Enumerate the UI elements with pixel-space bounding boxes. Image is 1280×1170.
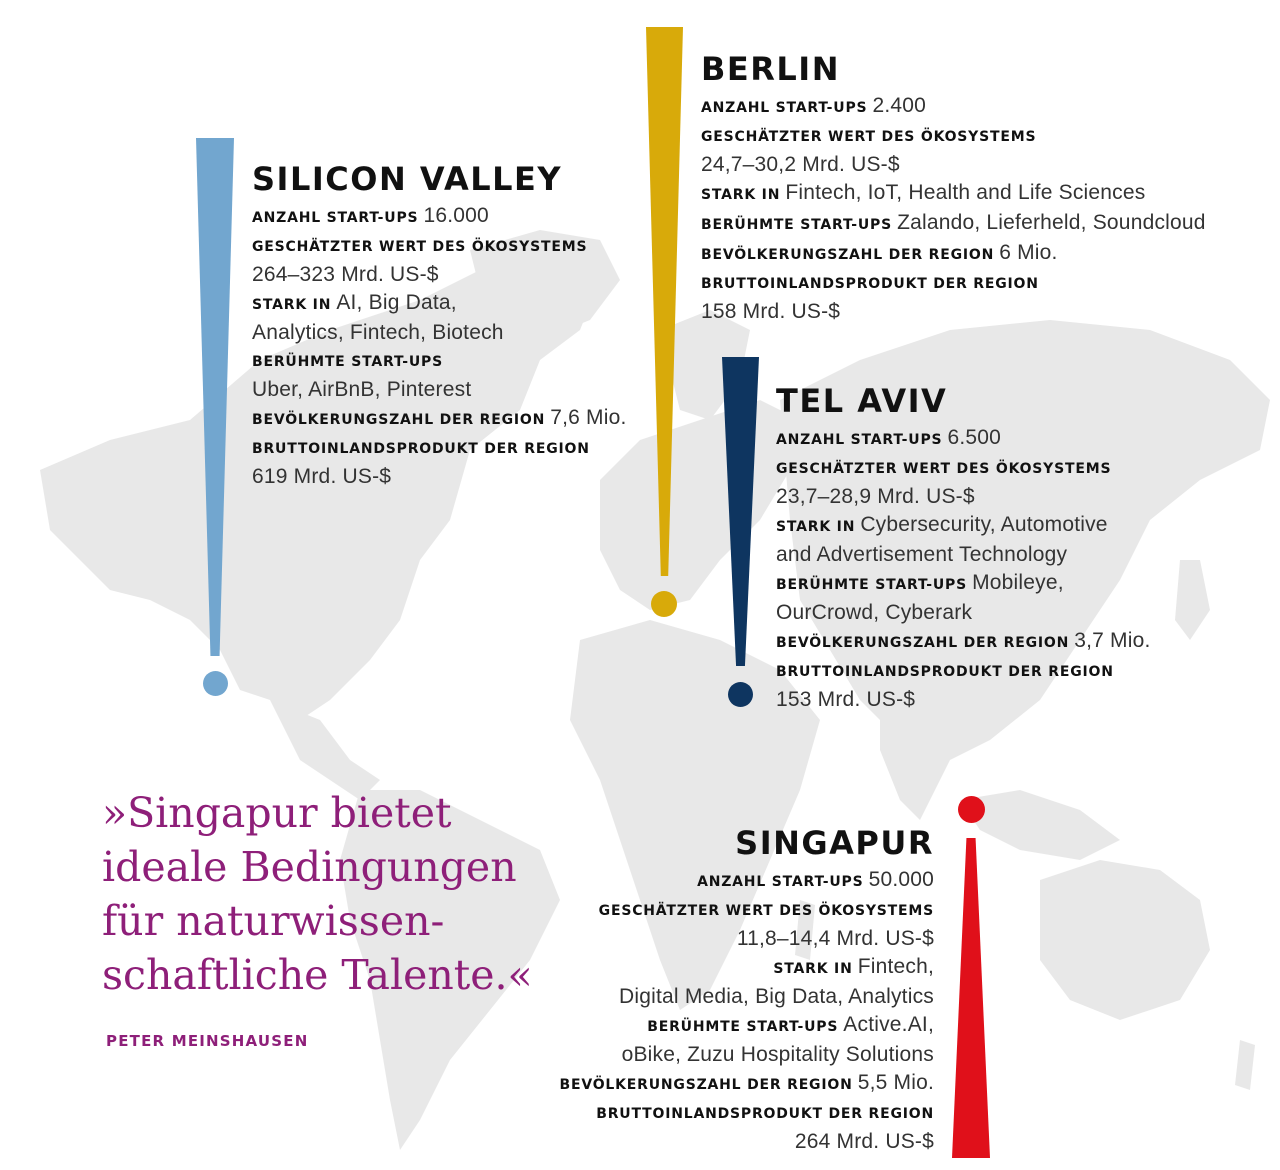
strong-in-value-2: and Advertisement Technology: [776, 543, 1068, 566]
strong-in-value-2: Analytics, Fintech, Biotech: [252, 321, 504, 344]
ecosystem-value-label: GESCHÄTZTER WERT DES ÖKOSYSTEMS: [252, 239, 588, 255]
gdp-value-line: [500, 1128, 934, 1156]
new-zealand-shape: [1235, 1040, 1255, 1090]
quote-line-4: schaftliche Talente.«: [102, 951, 533, 999]
population-label: BEVÖLKERUNGSZAHL DER REGION: [252, 412, 546, 428]
tel-aviv-info: [776, 382, 1256, 714]
central-america-shape: [270, 700, 380, 800]
startups-label: ANZAHL START-UPS: [697, 874, 864, 890]
gdp-value-line: [776, 686, 1256, 714]
famous-startups-value-2: oBike, Zuzu Hospitality Solutions: [621, 1043, 934, 1066]
gdp-label-line: [776, 657, 1256, 686]
strong-in-value: AI, Big Data,: [336, 291, 457, 314]
population-label: BEVÖLKERUNGSZAHL DER REGION: [776, 635, 1070, 651]
population-value: 5,5 Mio.: [857, 1071, 934, 1094]
quote-line-1: »Singapur bietet: [102, 789, 452, 837]
famous-line: [500, 1011, 934, 1041]
famous-line: [701, 209, 1261, 239]
strong-in-value: Fintech,: [857, 955, 934, 978]
famous-startups-label: BERÜHMTE START-UPS: [252, 354, 443, 370]
silicon-valley-info: [252, 160, 672, 491]
startups-label: ANZAHL START-UPS: [776, 432, 943, 448]
city-title: TEL AVIV: [776, 382, 948, 420]
population-line: [776, 627, 1256, 657]
southeast-asia-shape: [960, 790, 1120, 860]
gdp-label: BRUTTOINLANDSPRODUKT DER REGION: [252, 441, 590, 457]
famous-label-line: [252, 347, 672, 376]
gdp-value: 619 Mrd. US-$: [252, 465, 392, 488]
ecosystem-value-line: [776, 483, 1256, 511]
gdp-value: 264 Mrd. US-$: [794, 1130, 934, 1153]
ecosystem-value-label: GESCHÄTZTER WERT DES ÖKOSYSTEMS: [701, 129, 1037, 145]
gdp-label-line: [252, 434, 672, 463]
strong-in-line: [252, 289, 672, 319]
gdp-value: 153 Mrd. US-$: [776, 688, 916, 711]
population-line: [701, 239, 1261, 269]
gdp-value-line: [701, 298, 1261, 326]
strong-in-label: STARK IN: [776, 519, 856, 535]
famous-line-2: [500, 1041, 934, 1069]
australia-shape: [1040, 860, 1210, 1020]
ecosystem-label-line: [776, 454, 1256, 483]
famous-value-line: [252, 376, 672, 404]
famous-startups-label: BERÜHMTE START-UPS: [701, 217, 892, 233]
pull-quote: [102, 786, 582, 1002]
ecosystem-value: 264–323 Mrd. US-$: [252, 263, 439, 286]
gdp-value-line: [252, 463, 672, 491]
strong-in-value: Fintech, IoT, Health and Life Sciences: [785, 181, 1146, 204]
population-value: 7,6 Mio.: [550, 406, 627, 429]
quote-author: PETER MEINSHAUSEN: [106, 1032, 309, 1050]
strong-in-value: Cybersecurity, Automotive: [860, 513, 1108, 536]
famous-startups-value: Mobileye,: [972, 571, 1064, 594]
quote-line-2: ideale Bedingungen: [102, 843, 517, 891]
startups-line: [701, 92, 1261, 122]
famous-startups-value-2: OurCrowd, Cyberark: [776, 601, 973, 624]
tel-aviv-pin-dot: [728, 682, 753, 707]
ecosystem-value-label: GESCHÄTZTER WERT DES ÖKOSYSTEMS: [776, 461, 1112, 477]
population-line: [252, 404, 672, 434]
famous-startups-value: Uber, AirBnB, Pinterest: [252, 378, 472, 401]
startups-label: ANZAHL START-UPS: [252, 210, 419, 226]
berlin-info: [701, 50, 1261, 326]
strong-in-line-2: [252, 319, 672, 347]
strong-in-line: [776, 511, 1256, 541]
ecosystem-value: 24,7–30,2 Mrd. US-$: [701, 153, 900, 176]
population-label: BEVÖLKERUNGSZAHL DER REGION: [559, 1077, 853, 1093]
strong-in-line: [701, 179, 1261, 209]
famous-line-2: [776, 599, 1256, 627]
famous-startups-label: BERÜHMTE START-UPS: [647, 1019, 839, 1035]
silicon-valley-pin-dot: [203, 671, 228, 696]
ecosystem-value-line: [701, 151, 1261, 179]
startups-value: 6.500: [947, 426, 1002, 449]
berlin-pin-dot: [651, 591, 677, 617]
gdp-label-line: [500, 1099, 934, 1128]
ecosystem-label-line: [252, 232, 672, 261]
gdp-label-line: [701, 269, 1261, 298]
strong-in-label: STARK IN: [252, 297, 332, 313]
startups-line: [252, 202, 672, 232]
ecosystem-value: 11,8–14,4 Mrd. US-$: [736, 927, 934, 950]
population-line: [500, 1069, 934, 1099]
strong-in-line-2: [776, 541, 1256, 569]
famous-startups-label: BERÜHMTE START-UPS: [776, 577, 967, 593]
strong-in-value-2: Digital Media, Big Data, Analytics: [619, 985, 934, 1008]
startups-value: 2.400: [872, 94, 927, 117]
quote-line-3: für naturwissen-: [102, 897, 445, 945]
startups-label: ANZAHL START-UPS: [701, 100, 868, 116]
startups-value: 16.000: [423, 204, 489, 227]
ecosystem-value-label: GESCHÄTZTER WERT DES ÖKOSYSTEMS: [598, 903, 934, 919]
ecosystem-value: 23,7–28,9 Mrd. US-$: [776, 485, 975, 508]
startups-value: 50.000: [868, 868, 934, 891]
city-title: SILICON VALLEY: [252, 160, 563, 198]
strong-in-label: STARK IN: [701, 187, 781, 203]
startups-line: [776, 424, 1256, 454]
population-label: BEVÖLKERUNGSZAHL DER REGION: [701, 247, 995, 263]
famous-startups-value: Zalando, Lieferheld, Soundcloud: [897, 211, 1206, 234]
population-value: 3,7 Mio.: [1074, 629, 1151, 652]
population-value: 6 Mio.: [999, 241, 1058, 264]
famous-line: [776, 569, 1256, 599]
gdp-label: BRUTTOINLANDSPRODUKT DER REGION: [776, 664, 1114, 680]
ecosystem-value-line: [252, 261, 672, 289]
famous-startups-value: Active.AI,: [843, 1013, 934, 1036]
gdp-label: BRUTTOINLANDSPRODUKT DER REGION: [701, 276, 1039, 292]
gdp-label: BRUTTOINLANDSPRODUKT DER REGION: [596, 1106, 934, 1122]
strong-in-label: STARK IN: [773, 961, 853, 977]
singapur-pin-dot: [958, 796, 985, 823]
city-title: SINGAPUR: [735, 824, 934, 862]
city-title: BERLIN: [701, 50, 840, 88]
gdp-value: 158 Mrd. US-$: [701, 300, 841, 323]
ecosystem-label-line: [701, 122, 1261, 151]
